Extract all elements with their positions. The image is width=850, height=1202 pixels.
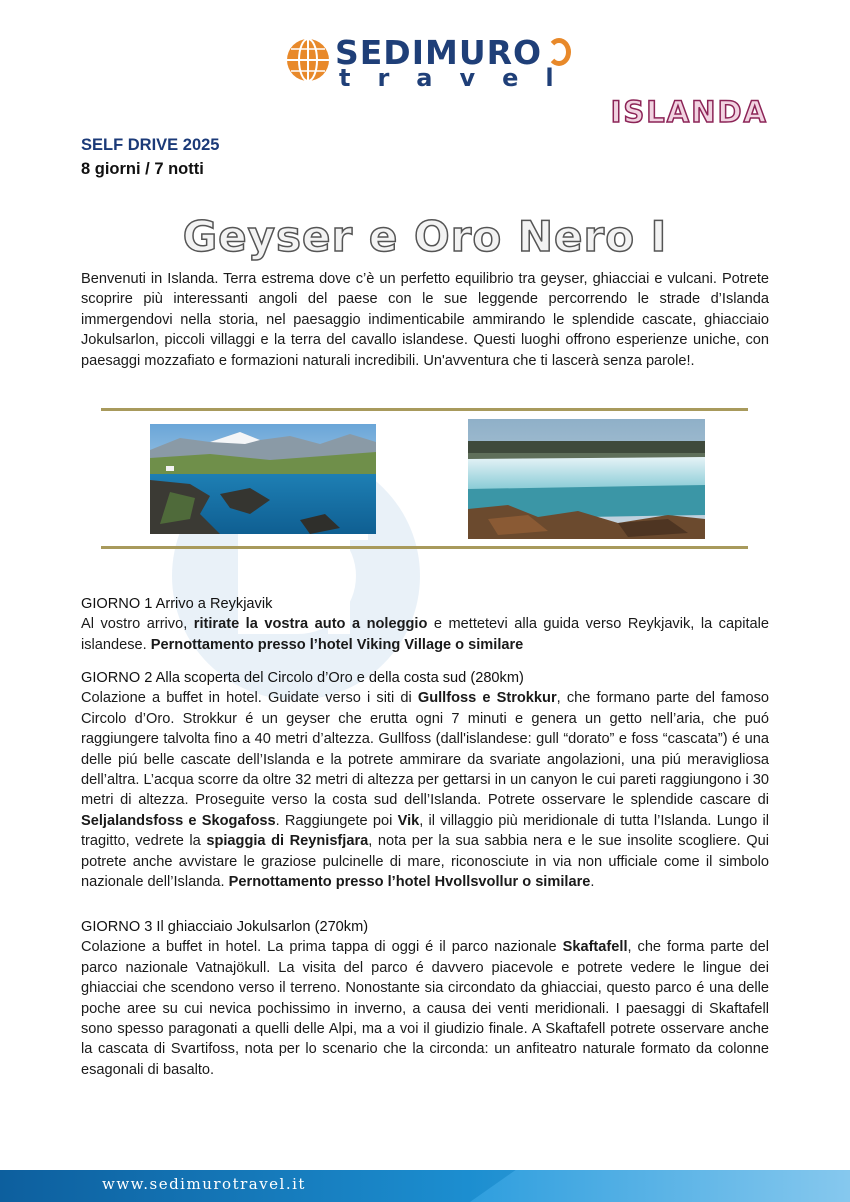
divider-top — [101, 408, 748, 411]
day-1-text: Al vostro arrivo, ritirate la vostra auto a noleggio e mettetevi alla guida verso Reykjavik, la capitale islandese. Pernottamento presso l’hotel Viking Village o similare — [81, 616, 769, 653]
waterfall-photo — [468, 419, 705, 539]
coast-photo — [150, 424, 376, 534]
footer-bar — [0, 1170, 850, 1202]
day-3-section — [81, 917, 769, 1080]
day-3-text: Colazione a buffet in hotel. La prima tappa di oggi é il parco nazionale Skaftafell, che forma parte del parco nazionale Vatnajökull. La visita del parco é davvero piacevole e potrete vedere le lingue dei ghiacciai che scendono verso il terreno. Nonostante sia circondato da ghiacciai, questo parco é una delle poche aree su cui nevica pochissimo in inverno, a causa dei venti meridionali. I paesaggi di Skaftafell sono spesso paragonati a quelli delle Alpi, ma a voi il giudizio finale. A Skaftafell potrete osservare anche la cascata di Svartifoss, nota per lo scenario che la circonda: un anfiteatro naturale formato da colonne esagonali di basalto. — [81, 939, 769, 1078]
brand-logo — [285, 33, 585, 93]
day-2-text: Colazione a buffet in hotel. Guidate verso i siti di Gullfoss e Strokkur, che formano parte del famoso Circolo d’Oro. Strokkur é un geyser che erutta ogni 7 minuti e genera un getto nell’aria, che puó raggiungere talvolta fino a 40 metri d’altezza. Gullfoss (dall'islandese: gull “dorato” e foss “cascata”) é una delle piú belle cascate dell’Islanda e la potrete ammirare da svariate angolazioni, una piú meravigliosa dell’altra. L’acqua scorre da oltre 32 metri di altezza per gettarsi in un canyon le cui pareti raggiungono i 30 metri di altezza. Proseguite verso la costa sud dell’Islanda. Potrete osservare le splendide cascare di Seljalandsfoss e Skogafoss. Raggiungete poi Vik, il villaggio più meridionale di tutta l’Islanda. Lungo il tragitto, vedrete la spiaggia di Reynisfjara, nota per la sua sabbia nera e le sue insolite scogliere. Qui potrete anche avvistare le graziose pulcinelle di mare, riconosciute in via non ufficiale come il simbolo nazionale dell’Islanda. Pernottamento presso l’hotel Hvollsvollur o similare. — [81, 690, 769, 891]
divider-bottom — [101, 546, 748, 549]
trip-duration: 8 giorni / 7 notti — [81, 160, 204, 178]
trip-title: Geyser e Oro Nero I — [182, 212, 668, 261]
brand-name: SEDIMURO — [335, 33, 543, 72]
day-2-title: GIORNO 2 Alla scoperta del Circolo d’Oro e della costa sud (280km) — [81, 670, 524, 686]
country-heading: ISLANDA — [610, 95, 768, 129]
day-2-section — [81, 668, 769, 892]
intro-paragraph: Benvenuti in Islanda. Terra estrema dove c’è un perfetto equilibrio tra geyser, ghiacciai e vulcani. Potrete scoprire più interessanti angoli del paese con le sue leggende percorrendo le strade d’Islanda immergendovi nella storia, nel paesaggio indimenticabile ammirando le splendide cascate, ghiacciaio Jokulsarlon, piccoli villaggi e la terra del cavallo islandese. Questi luoghi offrono esperienze uniche, con paesaggi mozzafiato e formazioni naturali incredibili. Un'avventura che ti lascerà senza parole!. — [81, 271, 769, 369]
brand-ring-mark — [547, 38, 571, 66]
globe-icon — [285, 37, 331, 83]
footer-decoration — [470, 1170, 850, 1202]
day-3-title: GIORNO 3 Il ghiacciaio Jokulsarlon (270km) — [81, 919, 369, 935]
day-1-section — [81, 594, 769, 655]
brand-tagline: travel — [339, 64, 581, 92]
website-link[interactable]: www.sedimurotravel.it — [102, 1175, 306, 1193]
trip-type: SELF DRIVE 2025 — [81, 136, 220, 154]
day-1-title: GIORNO 1 Arrivo a Reykjavik — [81, 596, 273, 612]
